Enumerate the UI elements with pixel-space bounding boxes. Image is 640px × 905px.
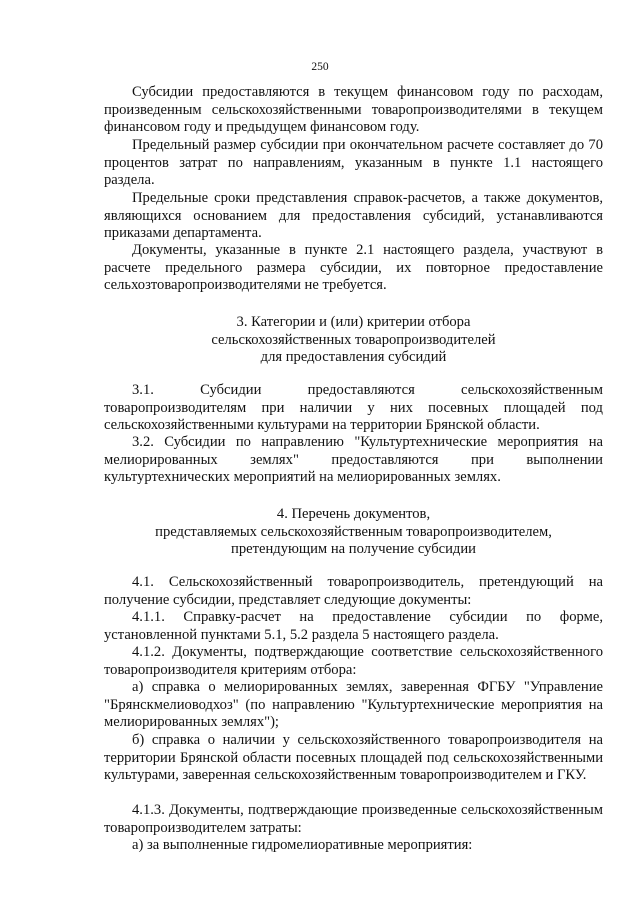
section-3-item-3-1: 3.1. Субсидии предоставляются сельскохозяйственным товаропроизводителям при наличии у них посевных площадей под сельскохозяйственными культурами на территории Брянской области. bbox=[104, 382, 603, 434]
section-4-item-4-1: 4.1. Сельскохозяйственный товаропроизводитель, претендующий на получение субсидии, представляет следующие документы: bbox=[104, 574, 603, 608]
section-4-item-4-1-3: 4.1.3. Документы, подтверждающие произведенные сельскохозяйственным товаропроизводителем затраты: bbox=[104, 802, 603, 836]
paragraph-deadlines: Предельные сроки представления справок-расчетов, а также документов, являющихся основанием для предоставления субсидий, устанавливаются приказами департамента. bbox=[104, 190, 603, 242]
section-4-item-b-sown-area: б) справка о наличии у сельскохозяйственного товаропроизводителя на территории Брянской области посевных площадей под сельскохозяйственными культурами, заверенная сельскохозяйственным товаропроизводителем и ГКУ. bbox=[104, 732, 603, 784]
section-4-heading-line: претендующим на получение субсидии bbox=[231, 541, 476, 558]
paragraph-max-size: Предельный размер субсидии при окончательном расчете составляет до 70 процентов затрат по направлениям, указанным в пункте 1.1 настоящего раздела. bbox=[104, 137, 603, 189]
section-4-item-a-reclamation: а) справка о мелиорированных землях, заверенная ФГБУ "Управление "Брянскмелиоводхоз" (по направлению "Культуртехнические мероприятия на мелиорированных землях"); bbox=[104, 679, 603, 731]
paragraph-documents: Документы, указанные в пункте 2.1 настоящего раздела, участвуют в расчете предельного размера субсидии, их повторное предоставление сельхозтоваропроизводителями не требуется. bbox=[104, 242, 603, 294]
section-4-item-4-1-2: 4.1.2. Документы, подтверждающие соответствие сельскохозяйственного товаропроизводителя критериям отбора: bbox=[104, 644, 603, 678]
section-3-heading-line: для предоставления субсидий bbox=[260, 349, 447, 366]
section-4-heading-line: представляемых сельскохозяйственным товаропроизводителем, bbox=[155, 523, 552, 540]
section-3-item-3-2: 3.2. Субсидии по направлению "Культуртехнические мероприятия на мелиорированных землях" предоставляются при выполнении культуртехнических мероприятий на мелиорированных землях. bbox=[104, 434, 603, 486]
paragraph-subsidy-period: Субсидии предоставляются в текущем финансовом году по расходам, произведенным сельскохозяйственными товаропроизводителями в текущем финансовом году и предыдущем финансовом году. bbox=[104, 84, 603, 136]
section-4-heading-line: 4. Перечень документов, bbox=[276, 506, 431, 522]
page-number: 250 bbox=[311, 61, 329, 73]
section-3-heading-line: сельскохозяйственных товаропроизводителей bbox=[211, 331, 496, 348]
section-4-item-4-1-1: 4.1.1. Справку-расчет на предоставление субсидии по форме, установленной пунктами 5.1, 5.2 раздела 5 настоящего раздела. bbox=[104, 609, 603, 643]
section-3-heading-line: 3. Категории и (или) критерии отбора bbox=[236, 314, 471, 330]
section-3-heading bbox=[104, 314, 603, 367]
section-4-item-a-hydro: а) за выполненные гидромелиоративные мероприятия: bbox=[132, 837, 473, 853]
section-4-heading bbox=[104, 506, 603, 559]
